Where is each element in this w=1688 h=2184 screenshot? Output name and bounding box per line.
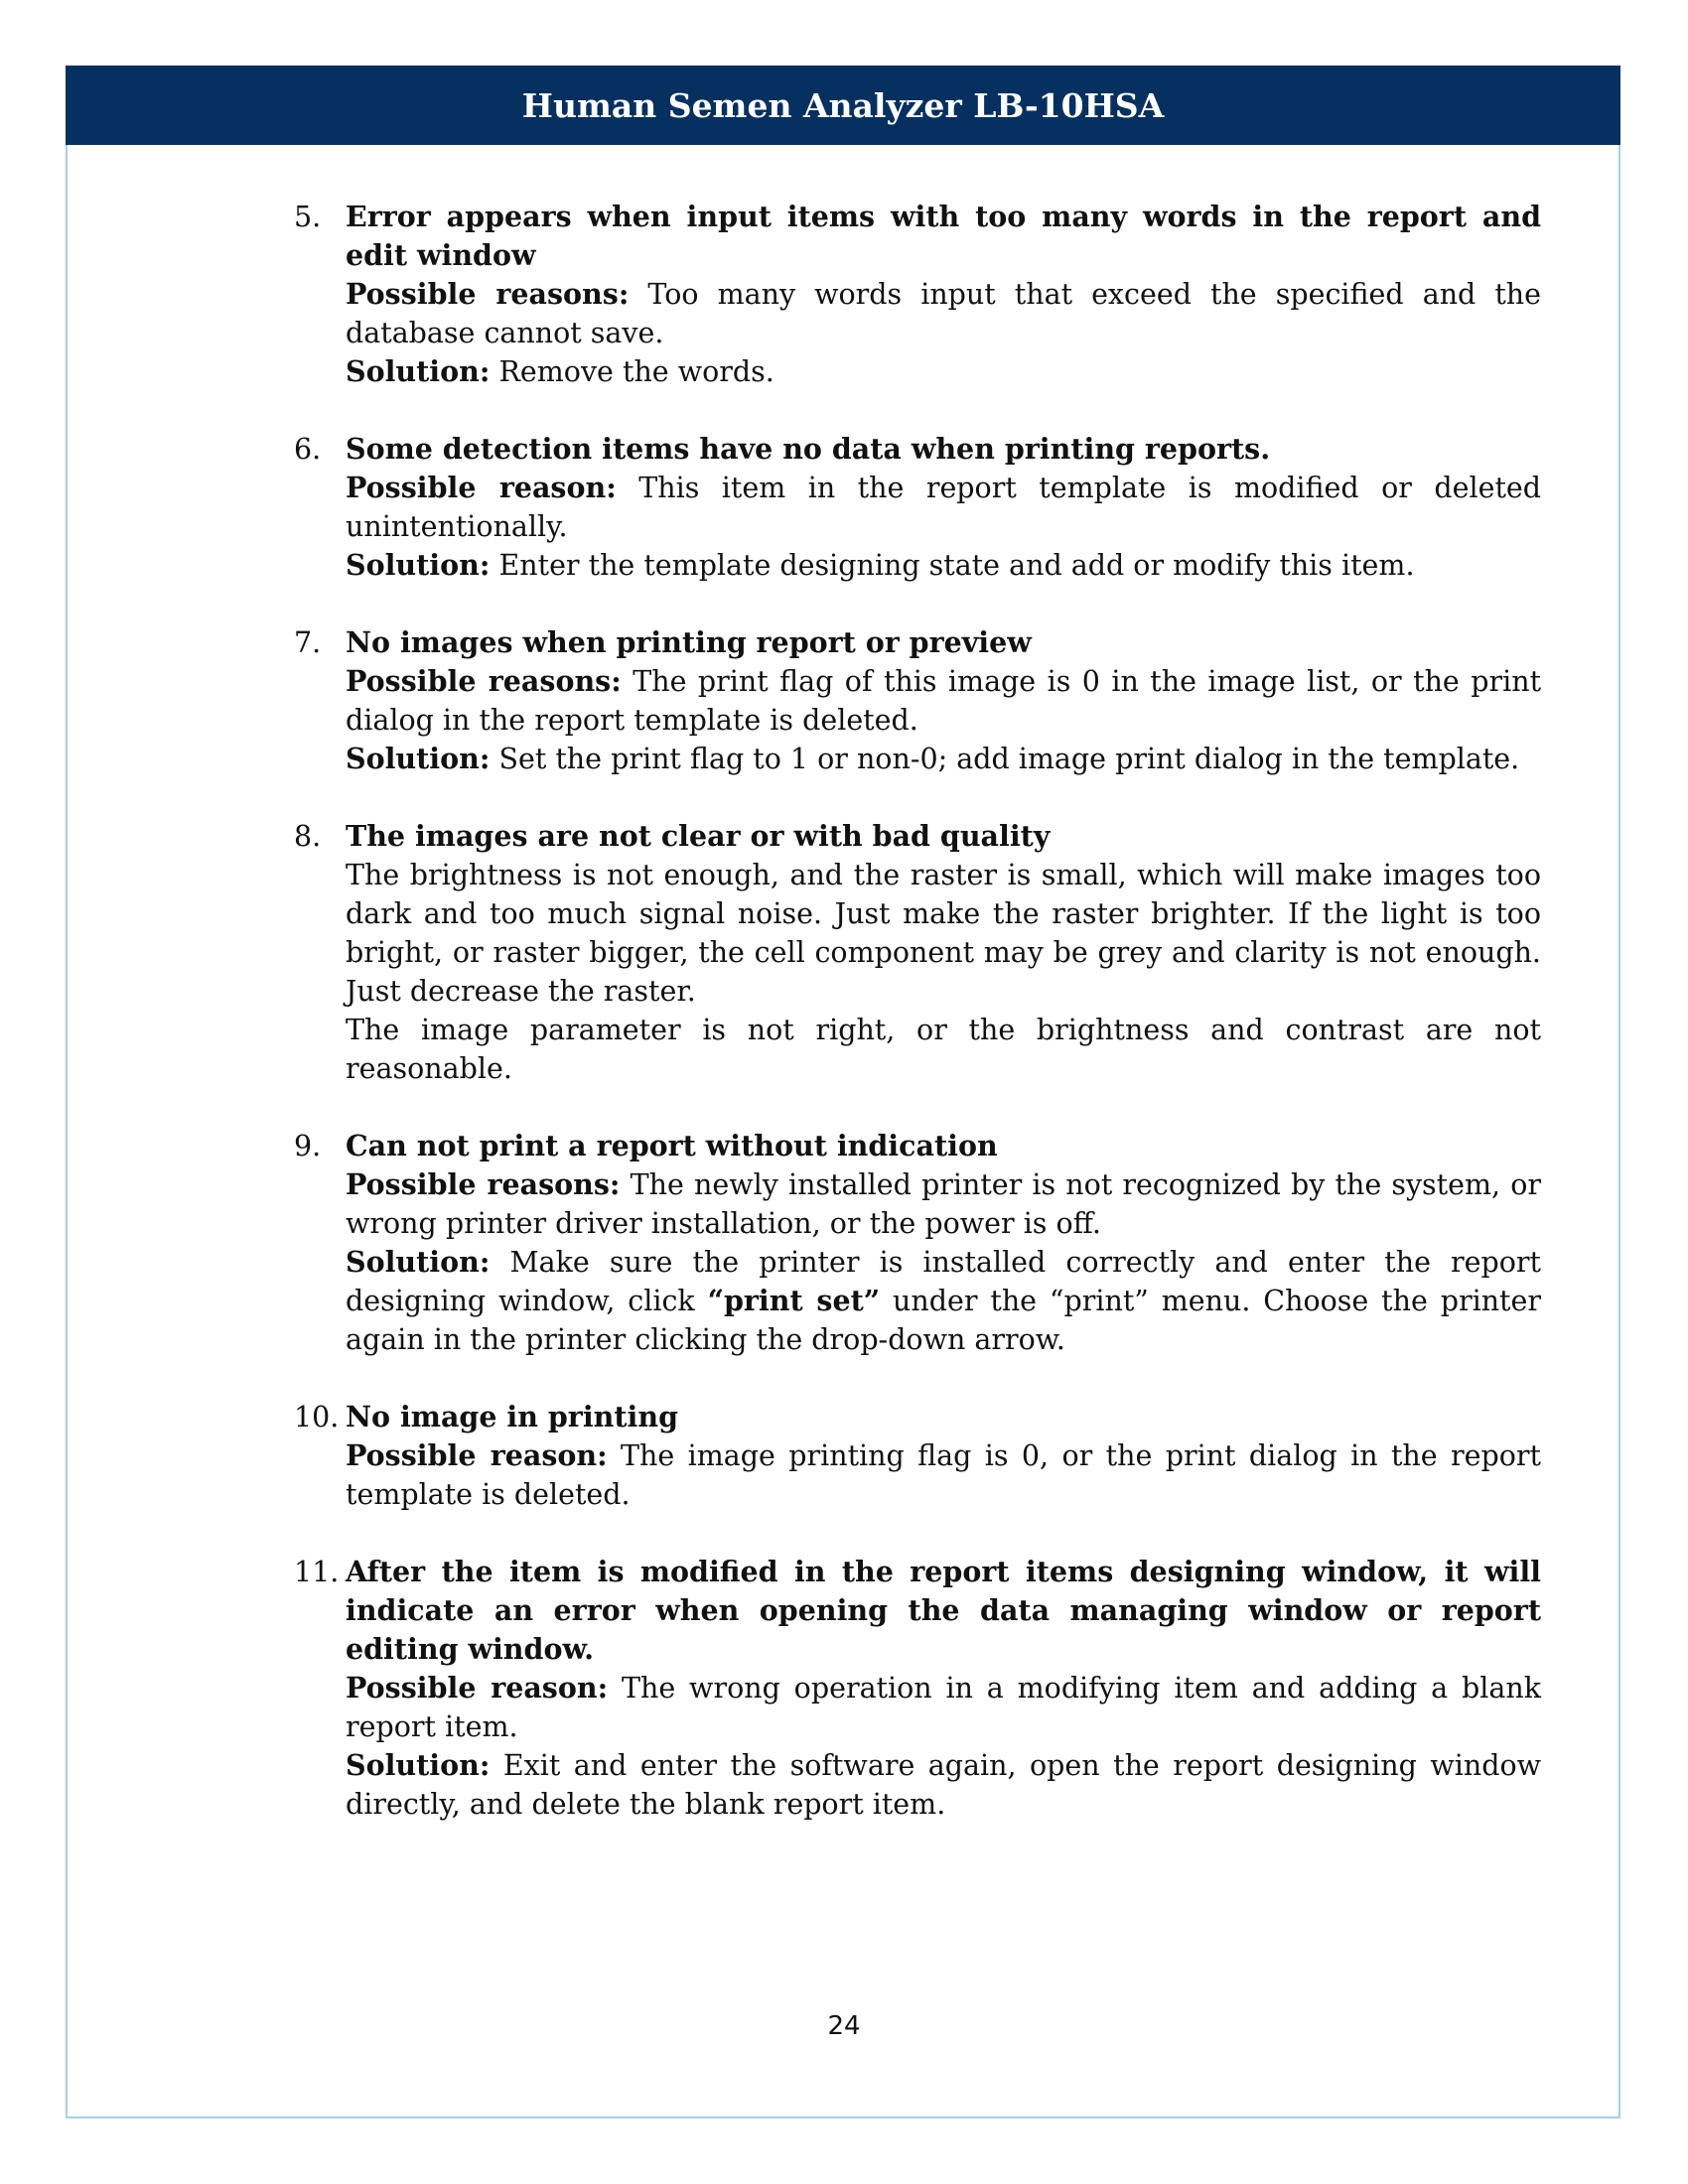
page-number: 24 [827,2011,861,2041]
reason-text: This item in the report template is modified or deleted unintentionally. [346,472,1542,543]
item-number: 9. [294,1130,322,1162]
document-title: Human Semen Analyzer LB-10HSA [521,85,1165,125]
solution-label: Solution: [346,1748,491,1782]
possible-reason [346,662,1541,740]
reason-text: The newly installed printer is not recognized by the system, or wrong printer driver installation, or the power is off. [346,1168,1542,1240]
list-item-6 [294,430,1542,585]
item-title: After the item is modified in the report items designing window, it will indicate an error when opening the data managing window or report editing window. [346,1555,1541,1666]
item-body [346,1398,1541,1514]
item-number: 5. [294,201,322,233]
item-number: 6. [294,433,322,466]
reason-label: Possible reasons: [346,1167,621,1201]
list-item-10 [294,1398,1541,1514]
solution-label: Solution: [346,1245,491,1279]
list-item-5 [294,198,1542,391]
item-body [346,1553,1541,1824]
solution-text: Remove the words. [498,355,774,388]
solution-text: Make sure the printer is installed correctly and enter the report designing window, click [346,1246,1541,1317]
item-number: 8. [294,820,322,853]
item-title: Some detection items have no data when printing reports. [346,432,1271,466]
possible-reason [346,1165,1541,1243]
solution-label: Solution: [346,742,491,775]
item-title: The images are not clear or with bad quality [346,819,1051,853]
solution-text: Exit and enter the software again, open the report designing window directly, and delete the blank report item. [346,1749,1542,1821]
solution-label: Solution: [346,354,491,388]
item-title: No images when printing report or preview [346,625,1032,659]
list-item-7 [294,623,1542,778]
possible-reason [346,1669,1541,1746]
list-item-9 [294,1127,1542,1359]
list-item-8 [294,817,1541,1088]
reason-text: Too many words input that exceed the specified and the database cannot save. [346,278,1542,349]
possible-reason [346,275,1541,352]
reason-label: Possible reason: [346,1671,609,1705]
solution [346,740,1541,778]
item-number: 10. [294,1401,340,1433]
reason-label: Possible reasons: [346,664,622,698]
paragraph: The image parameter is not right, or the brightness and contrast are not reasonable. [346,1014,1541,1085]
item-number: 7. [294,626,322,659]
list-item-11 [294,1553,1542,1824]
item-body [346,430,1541,585]
reason-label: Possible reason: [346,471,617,504]
item-body [346,198,1541,391]
paragraph: The brightness is not enough, and the raster is small, which will make images too dark and too much signal noise. Just make the raster brighter. If the light is too bright, or raster bigger, the cell component may be grey and clarity is not enough. Just decrease the raster. [346,859,1541,1008]
item-title: Error appears when input items with too many words in the report and edit window [346,200,1541,272]
reason-label: Possible reasons: [346,277,630,311]
reason-text: The wrong operation in a modifying item and adding a blank report item. [346,1672,1542,1743]
solution-label: Solution: [346,548,491,582]
troubleshooting-list [294,198,1542,1862]
solution [346,1243,1541,1359]
solution-text: under the “print” menu. Choose the printer again in the printer clicking the drop-down arrow. [346,1285,1541,1356]
item-body [346,623,1541,778]
solution [346,352,1541,391]
possible-reason [346,469,1541,546]
item-title: No image in printing [346,1400,679,1433]
item-title: Can not print a report without indication [346,1129,998,1162]
reason-text: The print flag of this image is 0 in the image list, or the print dialog in the report template is deleted. [346,665,1542,737]
item-body [346,1127,1541,1359]
reason-label: Possible reason: [346,1438,608,1472]
item-number: 11. [294,1556,340,1588]
menu-command-text: “print set” [707,1284,881,1317]
reason-text: The image printing flag is 0, or the print dialog in the report template is deleted. [346,1439,1541,1511]
solution [346,1746,1541,1824]
solution-text: Set the print flag to 1 or non-0; add image print dialog in the template. [498,743,1520,775]
item-body [346,817,1541,1088]
header-bar [66,66,1620,145]
possible-reason [346,1436,1541,1514]
solution-text: Enter the template designing state and add or modify this item. [498,549,1415,582]
solution [346,546,1541,585]
